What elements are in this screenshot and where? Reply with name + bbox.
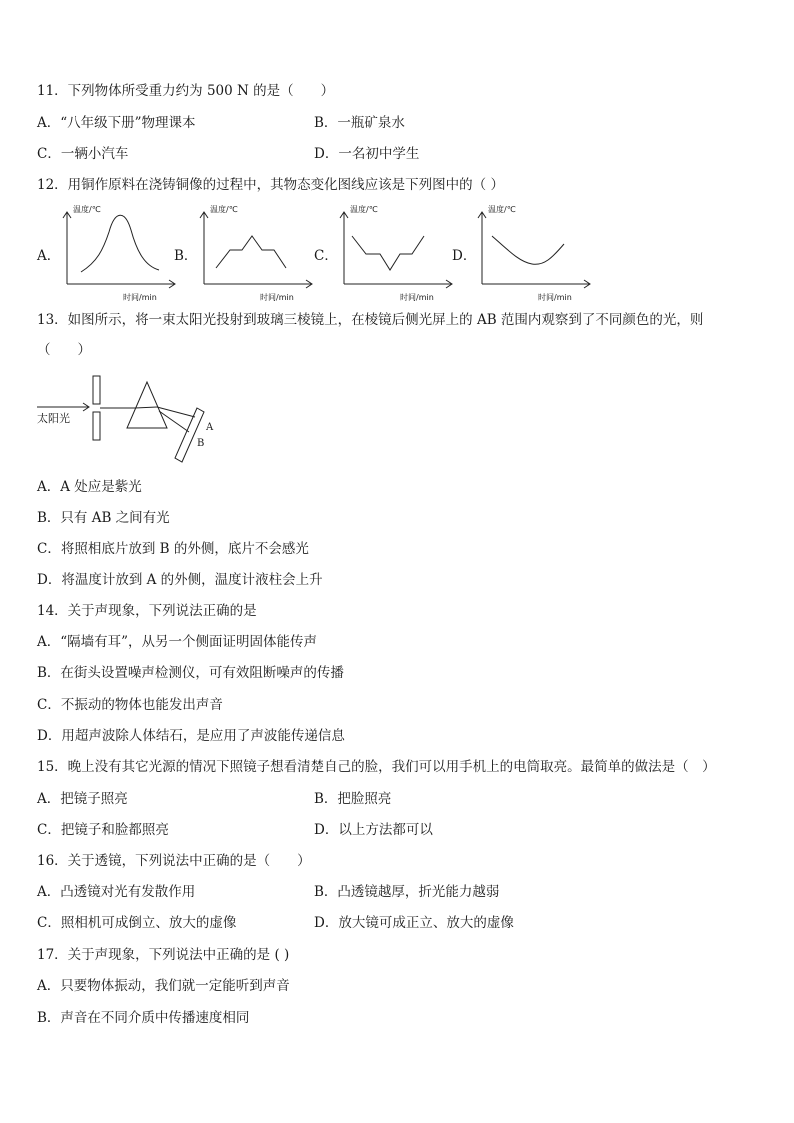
graph-b-plot — [174, 200, 324, 304]
q13-option-b: B．只有 AB 之间有光 — [37, 510, 170, 526]
q11-option-a: A．“八年级下册”物理课本 — [37, 115, 196, 131]
q11-option-c: C．一辆小汽车 — [37, 146, 129, 162]
q13-stem-line1: 13．如图所示，将一束太阳光投射到玻璃三棱镜上，在棱镜后侧光屏上的 AB 范围内观察到了不同颜色的光，则 — [37, 312, 704, 328]
sunlight-label: 太阳光 — [37, 412, 70, 425]
graph-a-xlabel: 时间/min — [123, 293, 157, 302]
q14-option-a: A．“隔墙有耳”，从另一个侧面证明固体能传声 — [37, 634, 318, 650]
q11-option-d: D．一名初中学生 — [314, 146, 420, 162]
graph-b-xlabel: 时间/min — [260, 293, 294, 302]
point-a-label: A — [206, 422, 214, 433]
graph-b-label: B． — [174, 248, 198, 264]
q13-option-c: C．将照相底片放到 B 的外侧，底片不会感光 — [37, 541, 309, 557]
q15-option-a: A．把镜子照亮 — [37, 791, 128, 807]
q17-option-a: A．只要物体振动，我们就一定能听到声音 — [37, 978, 290, 994]
q13-stem-line2: （ ） — [37, 342, 91, 358]
q12-graph-d — [452, 200, 602, 304]
q13-prism-figure — [37, 370, 227, 470]
graph-b-ylabel: 温度/℃ — [210, 205, 238, 214]
q14-option-d: D．用超声波除人体结石，是应用了声波能传递信息 — [37, 728, 345, 744]
q17-stem: 17．关于声现象，下列说法中正确的是 ( ) — [37, 947, 290, 963]
graph-c-plot — [314, 200, 464, 304]
q14-stem: 14．关于声现象，下列说法正确的是 — [37, 603, 257, 619]
q16-option-b: B．凸透镜越厚，折光能力越弱 — [314, 884, 500, 900]
q11-stem: 11．下列物体所受重力约为 500 N 的是（ ） — [37, 83, 335, 99]
q11-option-b: B．一瓶矿泉水 — [314, 115, 405, 131]
q13-option-a: A．A 处应是紫光 — [37, 479, 142, 495]
point-b-label: B — [197, 438, 205, 449]
q15-option-b: B．把脸照亮 — [314, 791, 392, 807]
q16-option-c: C．照相机可成倒立、放大的虚像 — [37, 915, 237, 931]
q16-stem: 16．关于透镜，下列说法中正确的是（ ） — [37, 853, 311, 869]
q16-option-a: A．凸透镜对光有发散作用 — [37, 884, 196, 900]
q13-option-d: D．将温度计放到 A 的外侧，温度计液柱会上升 — [37, 572, 323, 588]
graph-c-ylabel: 温度/℃ — [350, 205, 378, 214]
graph-a-plot — [37, 200, 187, 304]
q15-stem: 15．晚上没有其它光源的情况下照镜子想看清楚自己的脸，我们可以用手机上的电筒取亮。最简单的做法是（ ） — [37, 759, 716, 775]
graph-a-label: A． — [37, 248, 61, 264]
q17-option-b: B．声音在不同介质中传播速度相同 — [37, 1010, 250, 1026]
graph-c-xlabel: 时间/min — [400, 293, 434, 302]
q12-graph-c — [314, 200, 464, 304]
q14-option-b: B．在街头设置噪声检测仪，可有效阻断噪声的传播 — [37, 665, 344, 681]
graph-d-ylabel: 温度/℃ — [488, 205, 516, 214]
q15-option-d: D．以上方法都可以 — [314, 822, 433, 838]
q14-option-c: C．不振动的物体也能发出声音 — [37, 697, 223, 713]
graph-d-label: D． — [452, 248, 477, 264]
q16-option-d: D．放大镜可成正立、放大的虚像 — [314, 915, 514, 931]
q15-option-c: C．把镜子和脸都照亮 — [37, 822, 169, 838]
graph-c-label: C． — [314, 248, 338, 264]
graph-d-plot — [452, 200, 602, 304]
q12-graph-a — [37, 200, 187, 304]
q12-stem: 12．用铜作原料在浇铸铜像的过程中，其物态变化图线应该是下列图中的（ ） — [37, 177, 504, 193]
q12-graph-b — [174, 200, 324, 304]
graph-d-xlabel: 时间/min — [538, 293, 572, 302]
graph-a-ylabel: 温度/℃ — [73, 205, 101, 214]
